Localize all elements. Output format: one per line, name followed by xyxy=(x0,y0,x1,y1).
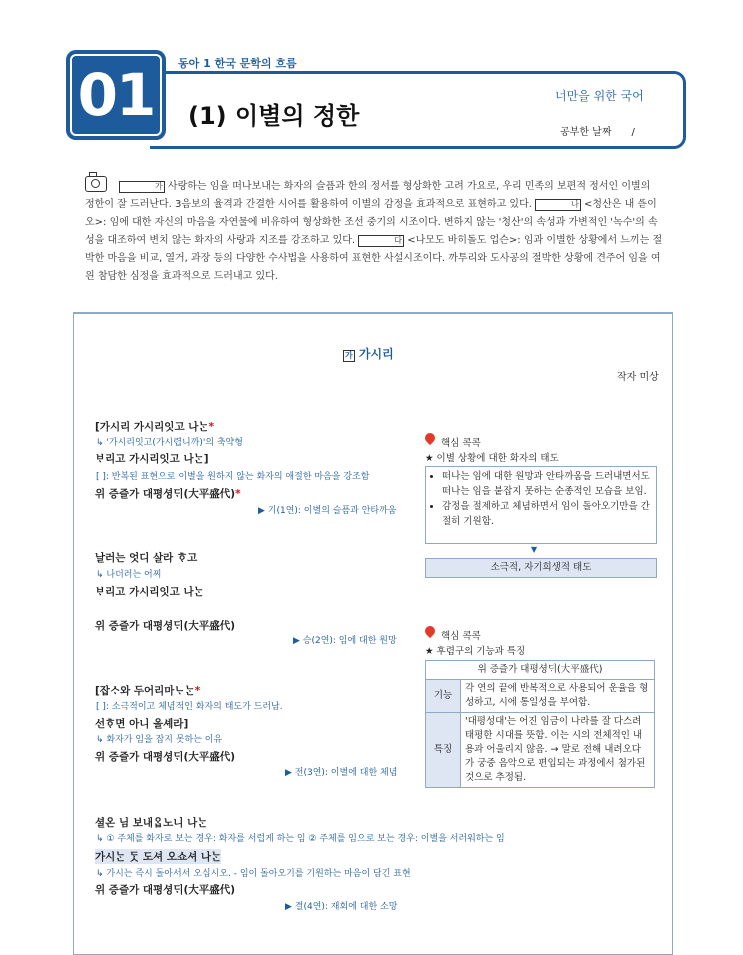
refrain-table xyxy=(425,660,655,788)
keypoint-bullet: • 떠나는 임에 대한 원망과 안타까움을 드러내면서도 떠나는 임을 붙잡지 못하는 순종적인 모습을 보임. xyxy=(442,469,650,499)
asterisk: * xyxy=(208,421,215,433)
table-row xyxy=(426,713,655,788)
keypoint-bullet: • 감정을 절제하고 체념하면서 임이 돌아오기만을 간절히 기원함. xyxy=(442,499,650,529)
author: 작자 미상 xyxy=(617,372,659,383)
poem-line-text: [잡ᄉᆞ와 두어리마ᄂᆞᄂᆞᆫ xyxy=(95,685,195,697)
study-date-label: 공부한 날짜 / xyxy=(560,127,635,138)
poem-title-text: 가시리 xyxy=(358,347,394,361)
gloss: [ ]: 소극적이고 체념적인 화자의 태도가 드러남. xyxy=(96,702,283,712)
keypoint-result: 소극적, 자기희생적 태도 xyxy=(425,558,657,578)
poem-line: ᄇᆞ리고 가시리잇고 나ᄂᆞᆫ xyxy=(95,586,204,598)
poem-line xyxy=(95,683,200,698)
table-value: 각 연의 끝에 반복적으로 사용되어 운율을 형성하고, 시에 통일성을 부여함. xyxy=(461,680,655,713)
poem-line: 셜온 님 보내ᄋᆞᆸ노니 나ᄂᆞᆫ xyxy=(95,817,208,829)
asterisk: * xyxy=(194,685,201,697)
intro-text-1: 사랑하는 임을 떠나보내는 화자의 슬픔과 한의 정서를 형상화한 고려 가요로, 우리 민족의 보편적 정서인 이별의 정한이 잘 드러난다. 3음보의 율격과 간결한 시어를 활용하여 이별의 감정을 효과적으로 표현하고 있다. xyxy=(85,181,651,210)
intro-paragraph xyxy=(85,178,663,286)
table-key: 기능 xyxy=(426,680,461,713)
section-mark: 가 xyxy=(345,351,353,360)
section-summary: ▶ 결(4연): 재회에 대한 소망 xyxy=(285,902,398,912)
section-summary: ▶ 기(1연): 이별의 슬픔과 안타까움 xyxy=(258,506,397,516)
chapter-number: 01 xyxy=(77,61,155,129)
gloss: ↳ ① 주체를 화자로 보는 경우: 화자를 서럽게 하는 임 ② 주체를 임으로 보는 경우: 이별을 서러워하는 임 xyxy=(96,834,505,844)
poem-line: ᄇᆞ리고 가시리잇고 나ᄂᆞᆫ] xyxy=(95,453,209,465)
keypoint-label: 핵심 콕콕 xyxy=(441,438,481,449)
poem-line: 위 증즐가 대평셩ᄃᆡ(大平盛代) xyxy=(95,620,236,632)
gloss: ↳ 가시는 즉시 돌아서서 오십시오. - 임이 돌아오기를 기원하는 마음이 담긴 표현 xyxy=(96,869,411,879)
triangle-down-icon: ▼ xyxy=(531,545,538,554)
gloss: ↳ 나더러는 어찌 xyxy=(96,570,162,580)
table-row xyxy=(426,680,655,713)
table-key: 특징 xyxy=(426,713,461,788)
series-label: 동아 1 한국 문학의 흐름 xyxy=(178,57,297,70)
poem-line: 가시ᄂᆞᆫ ᄃᆞᆺ 도셔 오쇼셔 나ᄂᆞᆫ xyxy=(95,851,222,863)
poem-line: 선ᄒᆞ면 아니 올셰라] xyxy=(95,718,189,730)
asterisk: * xyxy=(235,488,241,500)
section-summary: ▶ 전(3연): 이별에 대한 체념 xyxy=(285,768,398,778)
gloss: ↳ 화자가 임을 잡지 못하는 이유 xyxy=(96,735,223,745)
table-header: 위 증즐가 대평셩ᄃᆡ(大平盛代) xyxy=(426,661,655,680)
poem-line xyxy=(95,419,214,434)
keypoint-subtitle: ★ 이별 상황에 대한 화자의 태도 xyxy=(425,453,559,464)
poem-line-text: [가시리 가시리잇고 나ᄂᆞᆫ xyxy=(95,421,209,433)
section-summary: ▶ 승(2연): 임에 대한 원망 xyxy=(293,636,397,646)
poem-line: 위 증즐가 대평셩ᄃᆡ(大平盛代) xyxy=(95,884,236,896)
keypoint-subtitle: ★ 후렴구의 기능과 특징 xyxy=(425,646,526,657)
section-mark: 다 xyxy=(358,235,404,247)
poem-line: 날러는 엇디 살라 ᄒᆞ고 xyxy=(95,552,198,564)
section-mark: 나 xyxy=(535,199,581,211)
gloss: ↳ '가시리잇고(가시렵니까)'의 축약형 xyxy=(96,438,243,448)
brand-label: 너만을 위한 국어 xyxy=(555,89,644,103)
intro-text-2: <청산은 내 ᄯᅳᆮ이오>: 임에 대한 자신의 마음을 자연물에 비유하여 형상화한 조선 중기의 시조이다. 변하지 않는 '청산'의 속성과 가변적인 '녹수'의 속성을 대조하여 변치 않는 화자의 사랑과 지조를 강조하고 있다. xyxy=(85,199,658,246)
poem-title xyxy=(343,345,394,362)
keypoint-box xyxy=(425,466,657,544)
poem-line: 위 증즐가 대평셩ᄃᆡ(大平盛代) xyxy=(95,751,236,763)
table-value: '대평성대'는 어진 임금이 나라를 잘 다스려 태평한 시대를 뜻함. 이는 시의 전체적인 내용과 어울리지 않음. → 말로 전해 내려오다가 궁중 음악으로 편입되는 과정에서 첨가된 것으로 추정됨. xyxy=(461,713,655,788)
page-title: (1) 이별의 정한 xyxy=(188,102,360,130)
section-mark: 가 xyxy=(119,181,165,193)
intro-text-3: <나모도 바히돌도 업슨>: 임과 이별한 상황에서 느끼는 절박한 마음을 비교, 열거, 과장 등의 다양한 수사법을 사용하여 표현한 사설시조이다. 까투리와 도사공의 절박한 상황에 견주어 임을 여읜 참담한 심정을 효과적으로 드러내고 있다. xyxy=(85,235,663,282)
poem-line xyxy=(95,486,241,501)
gloss: [ ]: 반복된 표현으로 이별을 원하지 않는 화자의 애절한 마음을 강조함 xyxy=(96,472,370,482)
chapter-number-badge xyxy=(66,50,166,140)
poem-line-text: 위 증즐가 대평셩ᄃᆡ(大平盛代) xyxy=(95,488,236,500)
keypoint-label: 핵심 콕콕 xyxy=(441,631,481,642)
